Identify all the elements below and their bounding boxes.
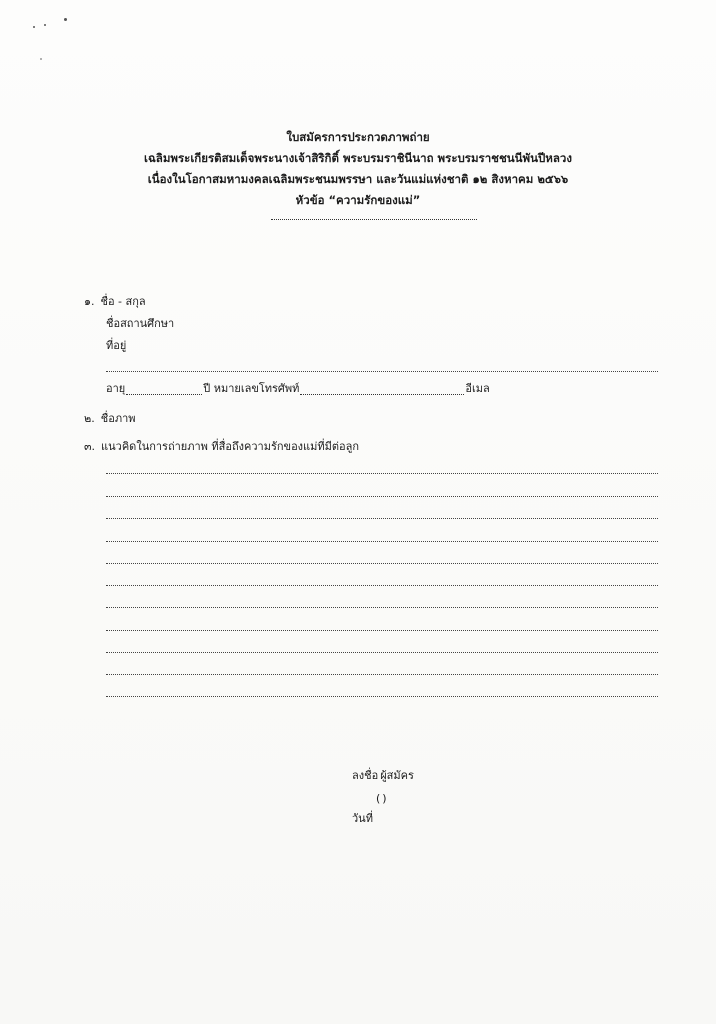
year-phone-label: ปี หมายเลขโทรศัพท์ [203,382,300,395]
signature-row [352,768,637,784]
date-row [352,811,572,827]
header-occasion: เนื่องในโอกาสมหามงคลเฉลิมพระชนมพรรษา และวันแม่แห่งชาติ ๑๒ สิงหาคม ๒๕๖๖ [147,172,569,186]
header-dedication: เฉลิมพระเกียรติสมเด็จพระนางเจ้าสิริกิติ์ พระบรมราชินีนาถ พระบรมราชชนนีพันปีหลวง [144,151,572,165]
age-field[interactable] [126,394,202,395]
concept-answer-line[interactable] [106,563,658,564]
item3-number: ๓. [84,440,96,453]
concept-answer-line[interactable] [106,496,658,497]
concept-answer-line[interactable] [106,541,658,542]
scan-speck [40,58,42,60]
school-row [106,316,658,332]
item2-number: ๒. [84,412,95,425]
concept-answer-line[interactable] [106,652,658,653]
open-parenthesis: ( [376,792,381,805]
name-label: ชื่อ - สกุล [100,295,146,308]
concept-answer-line[interactable] [106,518,658,519]
age-label: อายุ [106,382,126,395]
school-label: ชื่อสถานศึกษา [106,317,175,330]
photo-name-label: ชื่อภาพ [100,412,136,425]
concept-answer-line[interactable] [106,473,658,474]
date-label: วันที่ [352,812,373,825]
concept-answer-line[interactable] [106,630,658,631]
sign-label: ลงชื่อ [352,769,379,782]
scan-speck [33,26,35,28]
phone-field[interactable] [300,394,464,395]
item1-number: ๑. [84,295,95,308]
email-label: อีเมล [465,382,490,395]
form-title: ใบสมัครการประกวดภาพถ่าย [286,130,430,144]
printed-name-row [376,789,570,805]
photo-name-row [84,411,658,427]
concept-answer-line[interactable] [106,607,658,608]
scan-speck [44,24,46,26]
name-row [84,294,658,310]
concept-row [84,439,658,455]
close-parenthesis: ) [382,792,387,805]
address-row [106,338,658,354]
scan-speck [64,18,67,21]
contact-row [106,381,658,397]
concept-label: แนวคิดในการถ่ายภาพ ที่สื่อถึงความรักของแม่ที่มีต่อลูก [101,440,360,453]
address-label: ที่อยู่ [106,339,127,352]
concept-answer-line[interactable] [106,585,658,586]
concept-answer-line[interactable] [106,696,658,697]
header-dotted-line [271,219,477,220]
concept-answer-line[interactable] [106,674,658,675]
address-field-line2[interactable] [106,371,658,372]
applicant-label: ผู้สมัคร [380,769,414,782]
header-topic: หัวข้อ “ความรักของแม่” [295,193,421,207]
